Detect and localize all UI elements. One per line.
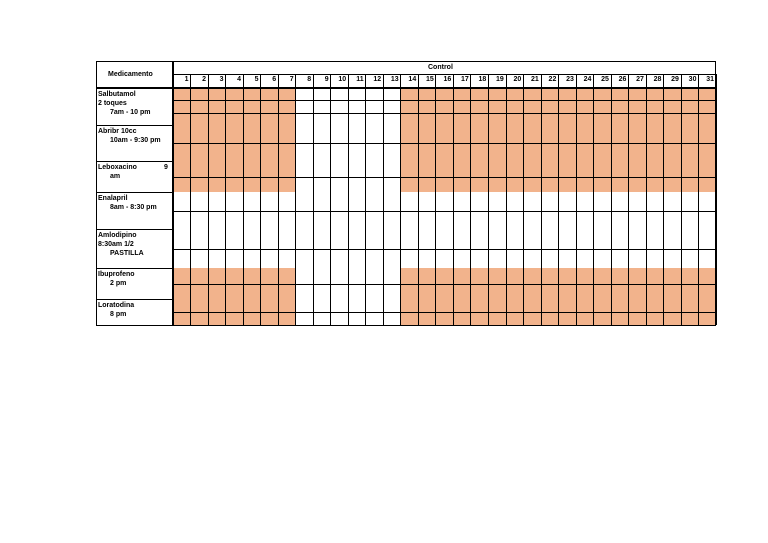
day-cell-filled[interactable] <box>471 88 489 125</box>
column-divider <box>225 74 226 325</box>
day-cell-filled[interactable] <box>506 88 524 125</box>
day-number: 26 <box>618 76 627 83</box>
day-cell-filled[interactable] <box>698 88 716 125</box>
day-number: 13 <box>390 76 399 83</box>
subrow-divider <box>173 143 716 144</box>
medication-label: Enalapril <box>98 195 128 202</box>
medication-label: Abribr 10cc <box>98 128 137 135</box>
day-cell-filled[interactable] <box>401 88 419 125</box>
day-cell-filled[interactable] <box>558 88 576 125</box>
column-divider <box>400 74 401 325</box>
day-number: 16 <box>443 76 452 83</box>
medication-control-table <box>96 61 716 328</box>
day-number: 29 <box>671 76 679 83</box>
column-divider <box>418 74 419 325</box>
column-divider <box>365 74 366 325</box>
subrow-divider <box>173 177 716 178</box>
medication-label: Leboxacino <box>98 164 137 171</box>
column-divider <box>523 74 524 325</box>
day-number: 4 <box>237 76 242 83</box>
day-cell-filled[interactable] <box>611 88 629 125</box>
medication-label: 2 toques <box>98 100 127 107</box>
column-divider <box>470 74 471 325</box>
day-cell-filled[interactable] <box>681 88 699 125</box>
day-number: 23 <box>566 76 574 83</box>
day-number: 10 <box>338 76 347 83</box>
day-number: 21 <box>531 76 539 83</box>
column-divider <box>208 74 209 325</box>
column-divider <box>435 74 436 325</box>
medication-label: 8am - 8:30 pm <box>110 204 157 211</box>
column-divider <box>260 74 261 325</box>
day-number: 9 <box>324 76 329 83</box>
medication-label: 8:30am 1/2 <box>98 241 134 248</box>
medication-label: Loratodina <box>98 302 135 309</box>
day-cell[interactable] <box>313 88 331 125</box>
day-number: 24 <box>583 76 592 83</box>
day-number: 27 <box>636 76 644 83</box>
day-cell-filled[interactable] <box>646 88 664 125</box>
column-divider <box>295 74 296 325</box>
day-number: 8 <box>307 76 312 83</box>
row-divider <box>96 325 716 326</box>
day-cell[interactable] <box>296 88 314 125</box>
column-divider <box>681 74 682 325</box>
day-cell-filled[interactable] <box>663 88 681 125</box>
day-cell-filled[interactable] <box>208 88 226 125</box>
day-number: 2 <box>202 76 207 83</box>
day-cell-filled[interactable] <box>488 88 506 125</box>
day-number: 1 <box>184 76 189 83</box>
column-divider <box>190 74 191 325</box>
day-number: 12 <box>373 76 382 83</box>
day-number: 15 <box>425 76 434 83</box>
day-cell-filled[interactable] <box>226 88 244 125</box>
medication-label: Amlodipino <box>98 232 137 239</box>
day-cell-filled[interactable] <box>191 88 209 125</box>
day-number: 25 <box>601 76 609 83</box>
column-divider <box>278 74 279 325</box>
column-divider <box>453 74 454 325</box>
column-divider <box>488 74 489 325</box>
day-number: 20 <box>513 76 522 83</box>
day-cell[interactable] <box>348 88 366 125</box>
medication-label: 2 pm <box>110 280 127 287</box>
column-divider <box>383 74 384 325</box>
day-number: 22 <box>548 76 557 83</box>
day-cell-filled[interactable] <box>436 88 454 125</box>
day-cell-filled[interactable] <box>261 88 279 125</box>
subrow-divider <box>173 211 716 212</box>
medication-label: Salbutamol <box>98 91 136 98</box>
column-divider <box>611 74 612 325</box>
column-divider <box>558 74 559 325</box>
day-row-top <box>173 74 716 75</box>
subrow-divider <box>173 100 716 101</box>
column-divider <box>348 74 349 325</box>
day-number: 19 <box>496 76 504 83</box>
column-divider <box>576 74 577 325</box>
day-number: 17 <box>460 76 469 83</box>
day-cell-filled[interactable] <box>243 88 261 125</box>
medication-label-extra: 9 <box>164 164 168 171</box>
subrow-divider <box>173 312 716 313</box>
column-divider <box>646 74 647 325</box>
day-number: 7 <box>289 76 294 83</box>
medication-label: 7am - 10 pm <box>110 109 151 116</box>
day-cell-filled[interactable] <box>576 88 594 125</box>
day-cell-filled[interactable] <box>593 88 611 125</box>
column-divider <box>313 74 314 325</box>
subrow-divider <box>173 113 716 114</box>
day-cell-filled[interactable] <box>418 88 436 125</box>
medication-header: Medicamento <box>108 71 153 78</box>
column-divider <box>593 74 594 325</box>
day-cell[interactable] <box>331 88 349 125</box>
column-divider <box>698 74 699 325</box>
table-border-right <box>715 61 716 325</box>
day-cell-filled[interactable] <box>453 88 471 125</box>
column-divider <box>628 74 629 325</box>
day-cell-filled[interactable] <box>173 88 191 125</box>
day-number: 18 <box>478 76 487 83</box>
subrow-divider <box>173 249 716 250</box>
header-bottom <box>96 87 716 88</box>
day-number: 5 <box>254 76 259 83</box>
day-number: 28 <box>653 76 662 83</box>
medication-label: PASTILLA <box>110 250 144 257</box>
day-number: 30 <box>688 76 697 83</box>
day-cell-filled[interactable] <box>541 88 559 125</box>
day-number: 3 <box>219 76 224 83</box>
day-cell-filled[interactable] <box>628 88 646 125</box>
day-cell[interactable] <box>383 88 401 125</box>
column-divider <box>663 74 664 325</box>
day-cell-filled[interactable] <box>278 88 296 125</box>
day-number: 6 <box>272 76 277 83</box>
day-cell[interactable] <box>366 88 384 125</box>
day-number: 31 <box>706 76 714 83</box>
column-divider <box>243 74 244 325</box>
medication-label: am <box>110 173 121 180</box>
medication-label: 8 pm <box>110 311 127 318</box>
label-column-divider <box>172 61 173 325</box>
medication-label: Ibuprofeno <box>98 271 135 278</box>
subrow-divider <box>173 284 716 285</box>
column-divider <box>506 74 507 325</box>
control-header: Control <box>428 64 453 71</box>
day-number: 11 <box>356 76 364 83</box>
column-divider <box>330 74 331 325</box>
table-border-left <box>96 61 97 325</box>
column-divider <box>541 74 542 325</box>
table-border-top <box>96 61 716 62</box>
medication-label: 10am - 9:30 pm <box>110 137 161 144</box>
day-cell-filled[interactable] <box>523 88 541 125</box>
day-number: 14 <box>408 76 417 83</box>
